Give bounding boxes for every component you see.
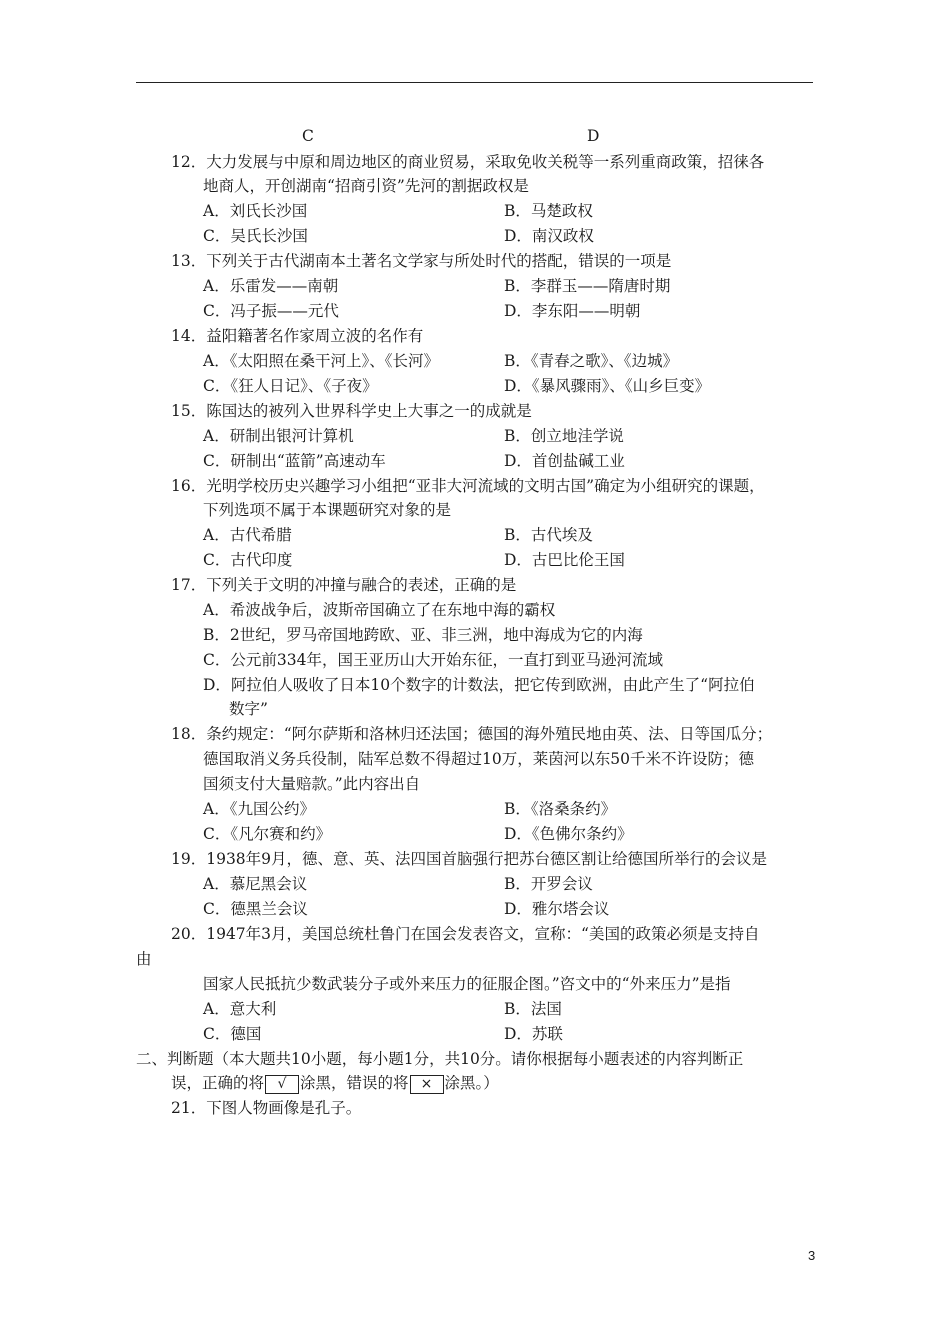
instruction-text-1: 误，正确的将 (171, 1074, 265, 1092)
q13-option-b: B．李群玉——隋唐时期 (504, 277, 671, 295)
q19-option-a: A．慕尼黑会议 (203, 875, 308, 893)
q21-stem: 21．下图人物画像是孔子。 (171, 1099, 362, 1117)
section2-heading: 二、判断题（本大题共10小题，每小题1分，共10分。请你根据每小题表述的内容判断正 (136, 1050, 744, 1068)
q14-option-d: D．《暴风骤雨》、《山乡巨变》 (504, 377, 711, 395)
q17-stem: 17．下列关于文明的冲撞与融合的表述，正确的是 (171, 576, 517, 594)
q18-option-a: A．《九国公约》 (203, 800, 315, 818)
q15-option-a: A．研制出银河计算机 (203, 427, 354, 445)
q18-option-c: C．《凡尔赛和约》 (203, 825, 332, 843)
q12-option-c: C．吴氏长沙国 (203, 227, 308, 245)
q14-option-a: A．《太阳照在桑干河上》、《长河》 (203, 352, 439, 370)
q18-stem-line1: 18．条约规定：“阿尔萨斯和洛林归还法国；德国的海外殖民地由英、法、日等国瓜分； (171, 725, 773, 743)
option-label-d: D (587, 127, 600, 145)
q20-option-c: C．德国 (203, 1025, 262, 1043)
q20-option-b: B．法国 (504, 1000, 562, 1018)
q15-option-d: D．首创盐碱工业 (504, 452, 625, 470)
q19-stem: 19．1938年9月，德、意、英、法四国首脑强行把苏台德区割让给德国所举行的会议是 (171, 850, 768, 868)
q18-stem-line2: 德国取消义务兵役制，陆军总数不得超过10万，莱茵河以东50千米不许设防；德 (203, 750, 754, 768)
q18-option-b: B．《洛桑条约》 (504, 800, 617, 818)
q20-stem-line1: 20．1947年3月，美国总统杜鲁门在国会发表咨文，宣称：“美国的政策必须是支持自 (171, 925, 760, 943)
q18-stem-line3: 国须支付大量赔款。”此内容出自 (203, 775, 421, 793)
q17-option-a: A．希波战争后，波斯帝国确立了在东地中海的霸权 (203, 601, 556, 619)
q12-stem-line1: 12．大力发展与中原和周边地区的商业贸易，采取免收关税等一系列重商政策，招徕各 (171, 153, 765, 171)
option-label-c: C (302, 127, 314, 145)
q16-option-d: D．古巴比伦王国 (504, 551, 625, 569)
q20-option-a: A．意大利 (203, 1000, 277, 1018)
q18-option-d: D．《色佛尔条约》 (504, 825, 633, 843)
instruction-text-2: 涂黑，错误的将 (300, 1074, 409, 1092)
q17-option-c: C．公元前334年，国王亚历山大开始东征，一直打到亚马逊河流域 (203, 651, 663, 669)
q13-option-d: D．李东阳——明朝 (504, 302, 641, 320)
q12-option-d: D．南汉政权 (504, 227, 594, 245)
q12-option-a: A．刘氏长沙国 (203, 202, 308, 220)
instruction-text-3: 涂黑。） (444, 1074, 499, 1092)
q15-stem: 15．陈国达的被列入世界科学史上大事之一的成就是 (171, 402, 532, 420)
section2-instruction (171, 1072, 499, 1094)
q13-option-a: A．乐雷发——南朝 (203, 277, 339, 295)
q15-option-c: C．研制出“蓝箭”高速动车 (203, 452, 386, 470)
q14-option-c: C．《狂人日记》、《子夜》 (203, 377, 378, 395)
q16-stem-line2: 下列选项不属于本课题研究对象的是 (203, 501, 452, 519)
q13-stem: 13．下列关于古代湖南本土著名文学家与所处时代的搭配，错误的一项是 (171, 252, 672, 270)
q14-option-b: B．《青春之歌》、《边城》 (504, 352, 679, 370)
cross-mark-box: × (410, 1075, 444, 1094)
q16-stem-line1: 16．光明学校历史兴趣学习小组把“亚非大河流域的文明古国”确定为小组研究的课题， (171, 477, 765, 495)
q13-option-c: C．冯子振——元代 (203, 302, 339, 320)
q12-stem-line2: 地商人，开创湖南“招商引资”先河的割据政权是 (203, 177, 529, 195)
q19-option-c: C．德黑兰会议 (203, 900, 308, 918)
q16-option-a: A．古代希腊 (203, 526, 292, 544)
q20-stem-line2: 国家人民抵抗少数武装分子或外来压力的征服企图。”咨文中的“外来压力”是指 (203, 975, 731, 993)
q19-option-b: B．开罗会议 (504, 875, 593, 893)
q16-option-c: C．古代印度 (203, 551, 293, 569)
check-mark-box: √ (265, 1075, 299, 1094)
q17-option-d-line1: D．阿拉伯人吸收了日本10个数字的计数法，把它传到欧洲，由此产生了“阿拉伯 (203, 676, 755, 694)
page-number: 3 (808, 1248, 816, 1263)
q20-stem-wrap: 由 (136, 950, 152, 968)
q15-option-b: B．创立地洼学说 (504, 427, 624, 445)
q17-option-d-line2: 数字” (229, 700, 268, 718)
q20-option-d: D．苏联 (504, 1025, 563, 1043)
q17-option-b: B．2世纪，罗马帝国地跨欧、亚、非三洲，地中海成为它的内海 (203, 626, 643, 644)
q19-option-d: D．雅尔塔会议 (504, 900, 610, 918)
header-rule (136, 82, 813, 83)
q16-option-b: B．古代埃及 (504, 526, 593, 544)
q12-option-b: B．马楚政权 (504, 202, 593, 220)
q14-stem: 14．益阳籍著名作家周立波的名作有 (171, 327, 424, 345)
